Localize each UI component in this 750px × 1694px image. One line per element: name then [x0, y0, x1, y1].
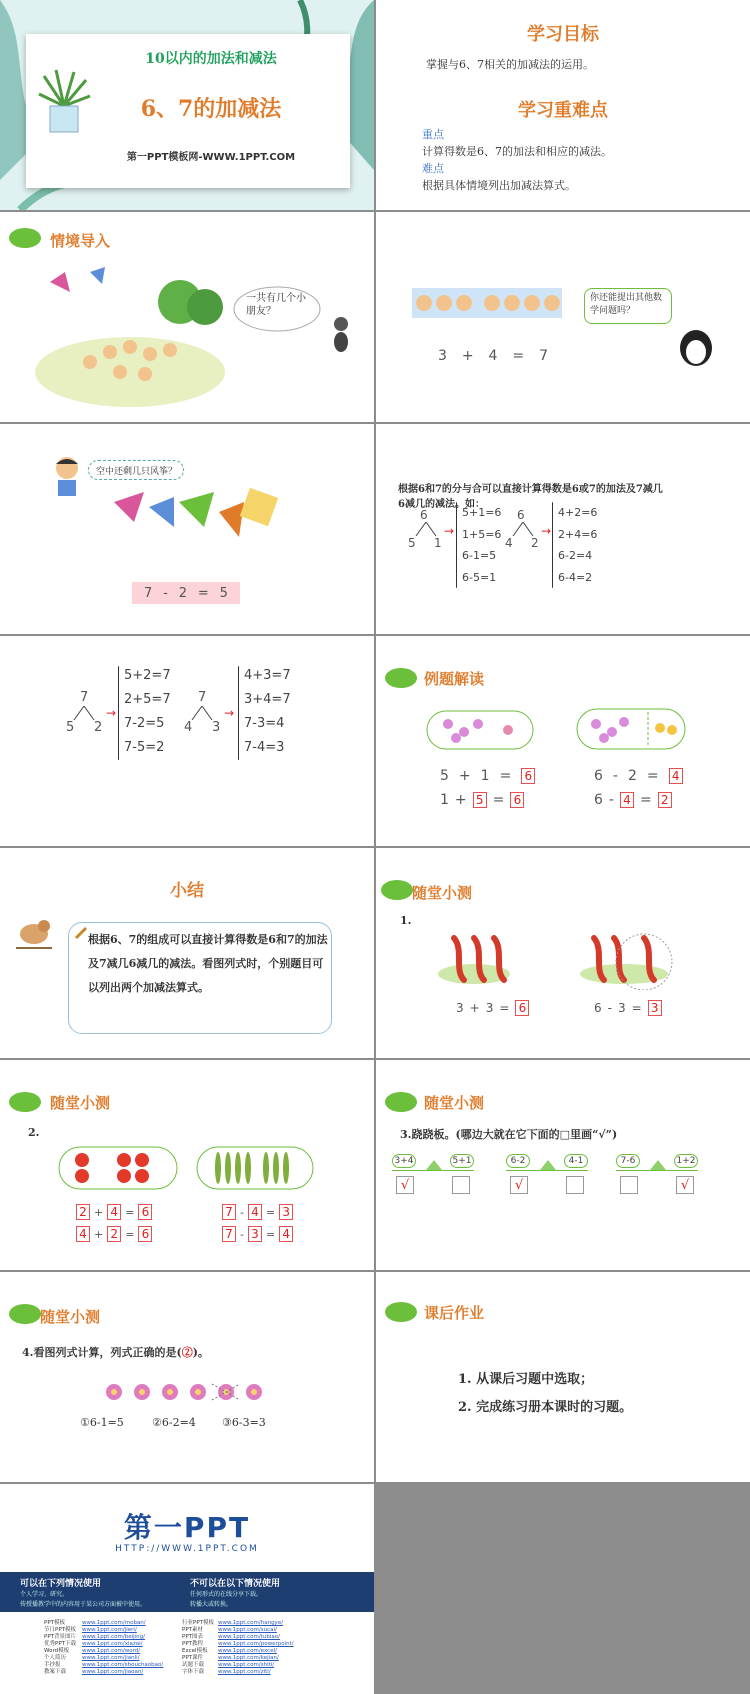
decomp-left: 4 — [505, 536, 513, 550]
goal-text: 掌握与6、7相关的加减法的运用。 — [426, 58, 594, 71]
eq-term: 7 — [144, 585, 153, 601]
link-url[interactable]: www.1ppt.com/powerpoint/ — [218, 1641, 294, 1647]
slide-quiz-2[interactable] — [0, 1060, 374, 1270]
decomp-left: 5 — [408, 536, 416, 550]
answer-box: 2 — [107, 1226, 121, 1242]
link-label: PPT背景图片 — [44, 1634, 76, 1640]
equation: 2+4=6 — [558, 527, 598, 541]
eq-op: + — [94, 1227, 104, 1241]
equation — [132, 582, 240, 604]
answer-box: 3 — [279, 1204, 293, 1220]
eq-op: + — [461, 348, 474, 364]
link-label: PPT教程 — [182, 1641, 203, 1647]
section-title: 课后作业 — [424, 1304, 485, 1322]
boy-icon — [52, 454, 82, 498]
link-label: 节日PPT模板 — [44, 1627, 76, 1633]
cannot-use-1: 任何形式的在线分享下载。 — [190, 1591, 263, 1598]
quiz-eq — [222, 1226, 293, 1242]
link-label: 行业PPT模板 — [182, 1620, 214, 1626]
decomp-top: 7 — [80, 690, 89, 705]
eq-term: 6 — [594, 792, 603, 808]
eq-term: 3 — [485, 1001, 494, 1015]
link-url[interactable]: www.1ppt.com/moban/ — [82, 1620, 146, 1626]
leaf-icon — [384, 1090, 418, 1114]
equation: 6-2=4 — [558, 549, 593, 562]
eq-term: 1 — [440, 792, 449, 808]
butterflies-group-b — [576, 708, 686, 750]
key-label: 重点 — [422, 128, 444, 141]
can-use-1: 个人学习、研究。 — [20, 1591, 69, 1598]
bubble-text: 空中还剩几只风筝？ — [96, 467, 178, 477]
fulcrum-icon — [426, 1160, 442, 1170]
brace — [118, 666, 119, 760]
link-url[interactable]: www.1ppt.com/hangye/ — [218, 1620, 284, 1626]
seesaw-right: 1+2 — [674, 1154, 698, 1168]
flowers-illustration — [104, 1380, 270, 1404]
answer-box: 2 — [658, 792, 672, 808]
slide-title[interactable] — [0, 0, 374, 210]
link-row — [44, 1648, 334, 1655]
cannot-use-heading: 不可以在以下情况使用 — [190, 1579, 281, 1589]
peppers-illustration — [434, 930, 684, 990]
link-row — [44, 1634, 334, 1641]
brand-url[interactable]: HTTP://WWW.1PPT.COM — [115, 1544, 259, 1554]
empty-box[interactable] — [620, 1176, 638, 1194]
seesaw-right: 5+1 — [450, 1154, 474, 1168]
eq-op: = — [646, 768, 659, 784]
equation: 5+2=7 — [124, 668, 171, 683]
link-url[interactable]: www.1ppt.com/sucai/ — [218, 1627, 277, 1633]
brand-logo: 第一PPT — [123, 1511, 251, 1544]
answer-box: 5 — [473, 792, 487, 808]
question-number: 1. — [400, 914, 412, 927]
equation: 2+5=7 — [124, 692, 171, 707]
eq-op: = — [125, 1227, 135, 1241]
slide-credits[interactable] — [0, 1484, 374, 1694]
leaf-icon — [8, 1090, 42, 1114]
cannot-use-2: 转播大或转换。 — [190, 1601, 233, 1608]
equation-list — [462, 502, 501, 588]
empty-box[interactable] — [452, 1176, 470, 1194]
leaf-icon — [384, 666, 418, 690]
pencil-icon — [74, 926, 88, 940]
section-title: 随堂小测 — [40, 1308, 101, 1326]
fulcrum-icon — [540, 1160, 556, 1170]
equation: 4+3=7 — [244, 668, 291, 683]
arrow-icon: → — [444, 524, 455, 538]
equation: 6-4=2 — [558, 570, 593, 584]
link-label: 字体下载 — [182, 1669, 205, 1675]
children-kites-illustration — [30, 262, 230, 412]
fulcrum-icon — [650, 1160, 666, 1170]
difficulty-heading: 学习重难点 — [518, 100, 608, 121]
slide-intro[interactable] — [0, 212, 374, 422]
eq-term: 6 — [594, 768, 603, 784]
tomatoes-group — [58, 1146, 178, 1190]
example-eq-2 — [440, 792, 524, 808]
link-url[interactable]: www.1ppt.com/beijing/ — [82, 1634, 146, 1640]
quiz-eq — [222, 1204, 293, 1220]
link-url[interactable]: www.1ppt.com/tubiao/ — [218, 1634, 280, 1640]
seesaw-3 — [616, 1154, 714, 1202]
eq-term: 3 — [456, 1001, 464, 1015]
hard-text: 根据具体情境列出加减法算式。 — [422, 179, 576, 192]
check-box[interactable]: √ — [676, 1176, 694, 1194]
kites-illustration — [104, 482, 294, 552]
eq-term: 6 — [594, 1001, 602, 1015]
answer-box: 4 — [620, 792, 634, 808]
quiz-eq — [76, 1226, 152, 1242]
seesaw-beam — [392, 1170, 474, 1171]
eq-op: = — [492, 792, 505, 808]
answer-box: 7 — [222, 1204, 236, 1220]
seesaw-left: 7-6 — [616, 1154, 640, 1168]
beans-group — [196, 1146, 314, 1190]
slide-quiz-4[interactable] — [0, 1272, 374, 1482]
link-url[interactable]: www.1ppt.com/jieri/ — [82, 1627, 137, 1633]
empty-box[interactable] — [566, 1176, 584, 1194]
link-url[interactable]: www.1ppt.com/word/ — [82, 1648, 141, 1654]
bird-icon — [12, 910, 56, 954]
brace — [238, 666, 239, 760]
answer-box: 3 — [248, 1226, 262, 1242]
answer-box: 6 — [138, 1226, 152, 1242]
eq-op: - — [607, 1001, 612, 1015]
question-text: 3.跷跷板。(哪边大就在它下面的□里画“√”) — [400, 1128, 618, 1141]
link-label: 优秀PPT下载 — [44, 1641, 76, 1647]
answer-box: 4 — [248, 1204, 262, 1220]
subtitle: 10以内的加法和减法 — [145, 51, 277, 67]
eq-result: 5 — [219, 585, 228, 601]
arrow-icon: → — [224, 706, 235, 720]
eq-op: = — [265, 1205, 276, 1219]
eq-op: = — [499, 768, 512, 784]
plant-icon — [34, 66, 94, 136]
question-number: 2. — [28, 1126, 40, 1139]
can-use-heading: 可以在下列情况使用 — [20, 1579, 102, 1589]
seesaw-beam — [506, 1170, 588, 1171]
decomp-left: 5 — [66, 720, 75, 735]
eq-op: + — [458, 768, 471, 784]
seesaw-beam — [616, 1170, 698, 1171]
section-title: 例题解读 — [424, 670, 485, 688]
option-3[interactable]: ③6-3=3 — [222, 1416, 266, 1429]
link-label: PPT图表 — [182, 1634, 203, 1640]
question-text — [22, 1344, 209, 1360]
answer-box: 6 — [510, 792, 524, 808]
eq-op: = — [631, 1001, 642, 1015]
arrow-icon: → — [541, 524, 552, 538]
seesaw-1 — [392, 1154, 490, 1202]
equation: 7-4=3 — [244, 740, 285, 755]
equation: 4+2=6 — [558, 506, 598, 519]
link-url[interactable]: www.1ppt.com/shiti/ — [218, 1662, 275, 1668]
answer-box: 4 — [669, 768, 683, 784]
link-row — [44, 1662, 334, 1669]
key-text: 计算得数是6、7的加法和相应的减法。 — [422, 145, 612, 158]
brace — [456, 502, 457, 588]
decomp-right: 2 — [94, 720, 103, 735]
seesaw-left: 3+4 — [392, 1154, 416, 1168]
eq-op: = — [512, 348, 525, 364]
link-label: Word模板 — [44, 1648, 70, 1654]
eq-op: - — [163, 585, 168, 601]
quiz-eq-1 — [456, 1000, 529, 1016]
example-eq-3 — [594, 768, 683, 784]
answer-box: 4 — [279, 1226, 293, 1242]
section-title: 情境导入 — [50, 232, 111, 250]
explain-text: 根据6和7的分与合可以直接计算得数是6或7的加法及7减几6减几的减法。如： — [398, 484, 663, 510]
check-box[interactable]: √ — [510, 1176, 528, 1194]
decomp-left: 4 — [184, 720, 193, 735]
equation: 6-5=1 — [462, 570, 497, 584]
equation: 7-3=4 — [244, 716, 285, 731]
eq-op: = — [639, 792, 652, 808]
question-answer: ② — [181, 1346, 193, 1359]
title-card — [26, 34, 350, 188]
link-label: PPT模板 — [44, 1620, 65, 1626]
eq-term: 4 — [488, 348, 498, 364]
link-row — [44, 1627, 334, 1634]
answer-box: 2 — [76, 1204, 90, 1220]
answer-box: 4 — [107, 1204, 121, 1220]
eq-term: 3 — [438, 348, 447, 364]
link-label: Excel模板 — [182, 1648, 208, 1654]
eq-result: 7 — [539, 348, 548, 364]
slide-summary[interactable] — [0, 848, 374, 1058]
seesaw-left: 6-2 — [506, 1154, 530, 1168]
bubble-text: 你还能提出其他数学问题吗？ — [590, 293, 663, 316]
answer-box: 6 — [138, 1204, 152, 1220]
decomp-top: 6 — [420, 508, 428, 522]
equation: 3+4=7 — [244, 692, 291, 707]
equation: 1+5=6 — [462, 527, 502, 541]
eq-term: 3 — [617, 1001, 626, 1015]
link-url[interactable]: www.1ppt.com/excel/ — [218, 1648, 277, 1654]
link-url[interactable]: www.1ppt.com/kejian/ — [218, 1655, 279, 1661]
eq-op: = — [499, 1001, 510, 1015]
eq-op: = — [197, 585, 209, 601]
penguin-icon — [676, 322, 716, 368]
slide-composition-6[interactable] — [376, 424, 750, 634]
answer-box: 6 — [515, 1000, 529, 1016]
decomp-right: 3 — [212, 720, 221, 735]
site-label: 第一PPT模板网-WWW.1PPT.COM — [126, 152, 296, 163]
link-url[interactable]: www.1ppt.com/xiazai/ — [82, 1641, 143, 1647]
eq-term: 2 — [178, 585, 188, 601]
equation-list — [558, 502, 597, 588]
arrow-icon: → — [106, 706, 117, 720]
eq-op: - — [240, 1205, 244, 1219]
section-title: 随堂小测 — [424, 1094, 485, 1112]
link-label: 教案下载 — [44, 1669, 67, 1675]
eq-op: = — [265, 1227, 276, 1241]
hard-label: 难点 — [422, 162, 444, 175]
answer-box: 3 — [648, 1000, 662, 1016]
decomp-right: 2 — [531, 536, 539, 550]
can-use-2: 传授播教学中的内容用于某公司方面被中使用。 — [20, 1601, 147, 1608]
quiz-eq-2 — [594, 1000, 662, 1016]
link-url[interactable]: www.1ppt.com/jianli/ — [82, 1655, 140, 1661]
leaf-icon — [8, 1302, 42, 1326]
homework-item-1: 1. 从课后习题中选取； — [458, 1372, 594, 1387]
link-row — [44, 1641, 334, 1648]
link-label: 手抄报 — [44, 1662, 61, 1668]
summary-title: 小结 — [170, 881, 204, 901]
equation — [438, 348, 548, 364]
eq-op: - — [612, 768, 618, 784]
slide-goals[interactable] — [376, 0, 750, 210]
homework-item-2: 2. 完成练习册本课时的习题。 — [458, 1400, 633, 1415]
seesaw-right: 4-1 — [564, 1154, 588, 1168]
answer-box: 4 — [76, 1226, 90, 1242]
link-row — [44, 1669, 334, 1676]
question-stem: 4.看图列式计算，列式正确的是( — [22, 1346, 182, 1359]
slide-quiz-3[interactable] — [376, 1060, 750, 1270]
equation: 7-2=5 — [124, 716, 165, 731]
leaf-icon — [380, 878, 414, 902]
link-url[interactable]: www.1ppt.com/jiaoan/ — [82, 1669, 144, 1675]
link-label: PPT课件 — [182, 1655, 203, 1661]
decomp-right: 1 — [434, 536, 442, 550]
butterflies-group-a — [426, 710, 534, 750]
summary-text: 根据6、7的组成可以直接计算得数是6和7的加法及7减几6减几的减法。看图列式时，个别题目可以列出两个加减法算式。 — [88, 933, 328, 994]
answer-box: 6 — [521, 768, 535, 784]
eq-term: 2 — [627, 768, 637, 784]
leaf-icon — [8, 226, 42, 250]
example-eq-4 — [594, 792, 672, 808]
equation-list — [124, 664, 171, 760]
brace — [552, 502, 553, 588]
link-row — [44, 1655, 334, 1662]
check-box[interactable]: √ — [396, 1176, 414, 1194]
leaf-icon — [384, 1300, 418, 1324]
eq-op: = — [125, 1205, 135, 1219]
equation: 6-1=5 — [462, 549, 497, 562]
answer-box: 7 — [222, 1226, 236, 1242]
link-url[interactable]: www.1ppt.com/ziti/ — [218, 1669, 271, 1675]
link-url[interactable]: www.1ppt.com/shouchaobao/ — [82, 1662, 164, 1668]
link-table — [44, 1620, 334, 1676]
slide-composition-7[interactable] — [0, 636, 374, 846]
section-title: 随堂小测 — [50, 1094, 111, 1112]
eq-op: + — [469, 1001, 480, 1015]
equation-list — [244, 664, 291, 760]
example-eq-1 — [440, 768, 535, 784]
usage-band — [0, 1572, 374, 1612]
eq-op: - — [240, 1227, 244, 1241]
link-label: PPT素材 — [182, 1627, 203, 1633]
slide-kites[interactable] — [0, 424, 374, 634]
ant-icon — [326, 312, 356, 360]
slide-question[interactable] — [376, 212, 750, 422]
section-title: 随堂小测 — [412, 884, 473, 902]
eq-op: - — [608, 792, 614, 808]
question-end: )。 — [192, 1346, 209, 1359]
seesaw-2 — [506, 1154, 604, 1202]
slide-examples[interactable] — [376, 636, 750, 846]
link-row — [44, 1620, 334, 1627]
bubble-text: 一共有几个小朋友？ — [246, 293, 306, 317]
decomp-top: 6 — [517, 508, 525, 522]
eq-term: 5 — [440, 768, 449, 784]
option-1[interactable]: ①6-1=5 — [80, 1416, 124, 1429]
slide-homework[interactable] — [376, 1272, 750, 1482]
eq-op: + — [454, 792, 467, 808]
equation: 5+1=6 — [462, 506, 502, 519]
children-row-illustration — [412, 288, 562, 318]
eq-term: 1 — [480, 768, 490, 784]
slide-quiz-1[interactable] — [376, 848, 750, 1058]
quiz-eq — [76, 1204, 152, 1220]
link-label: 个人简历 — [44, 1655, 67, 1661]
option-2[interactable]: ②6-2=4 — [152, 1416, 196, 1429]
equation: 7-5=2 — [124, 740, 165, 755]
goal-heading: 学习目标 — [527, 24, 599, 45]
decomp-top: 7 — [198, 690, 207, 705]
eq-op: + — [94, 1205, 104, 1219]
page-title: 6、7的加减法 — [140, 96, 282, 122]
link-label: 试题下载 — [182, 1662, 205, 1668]
